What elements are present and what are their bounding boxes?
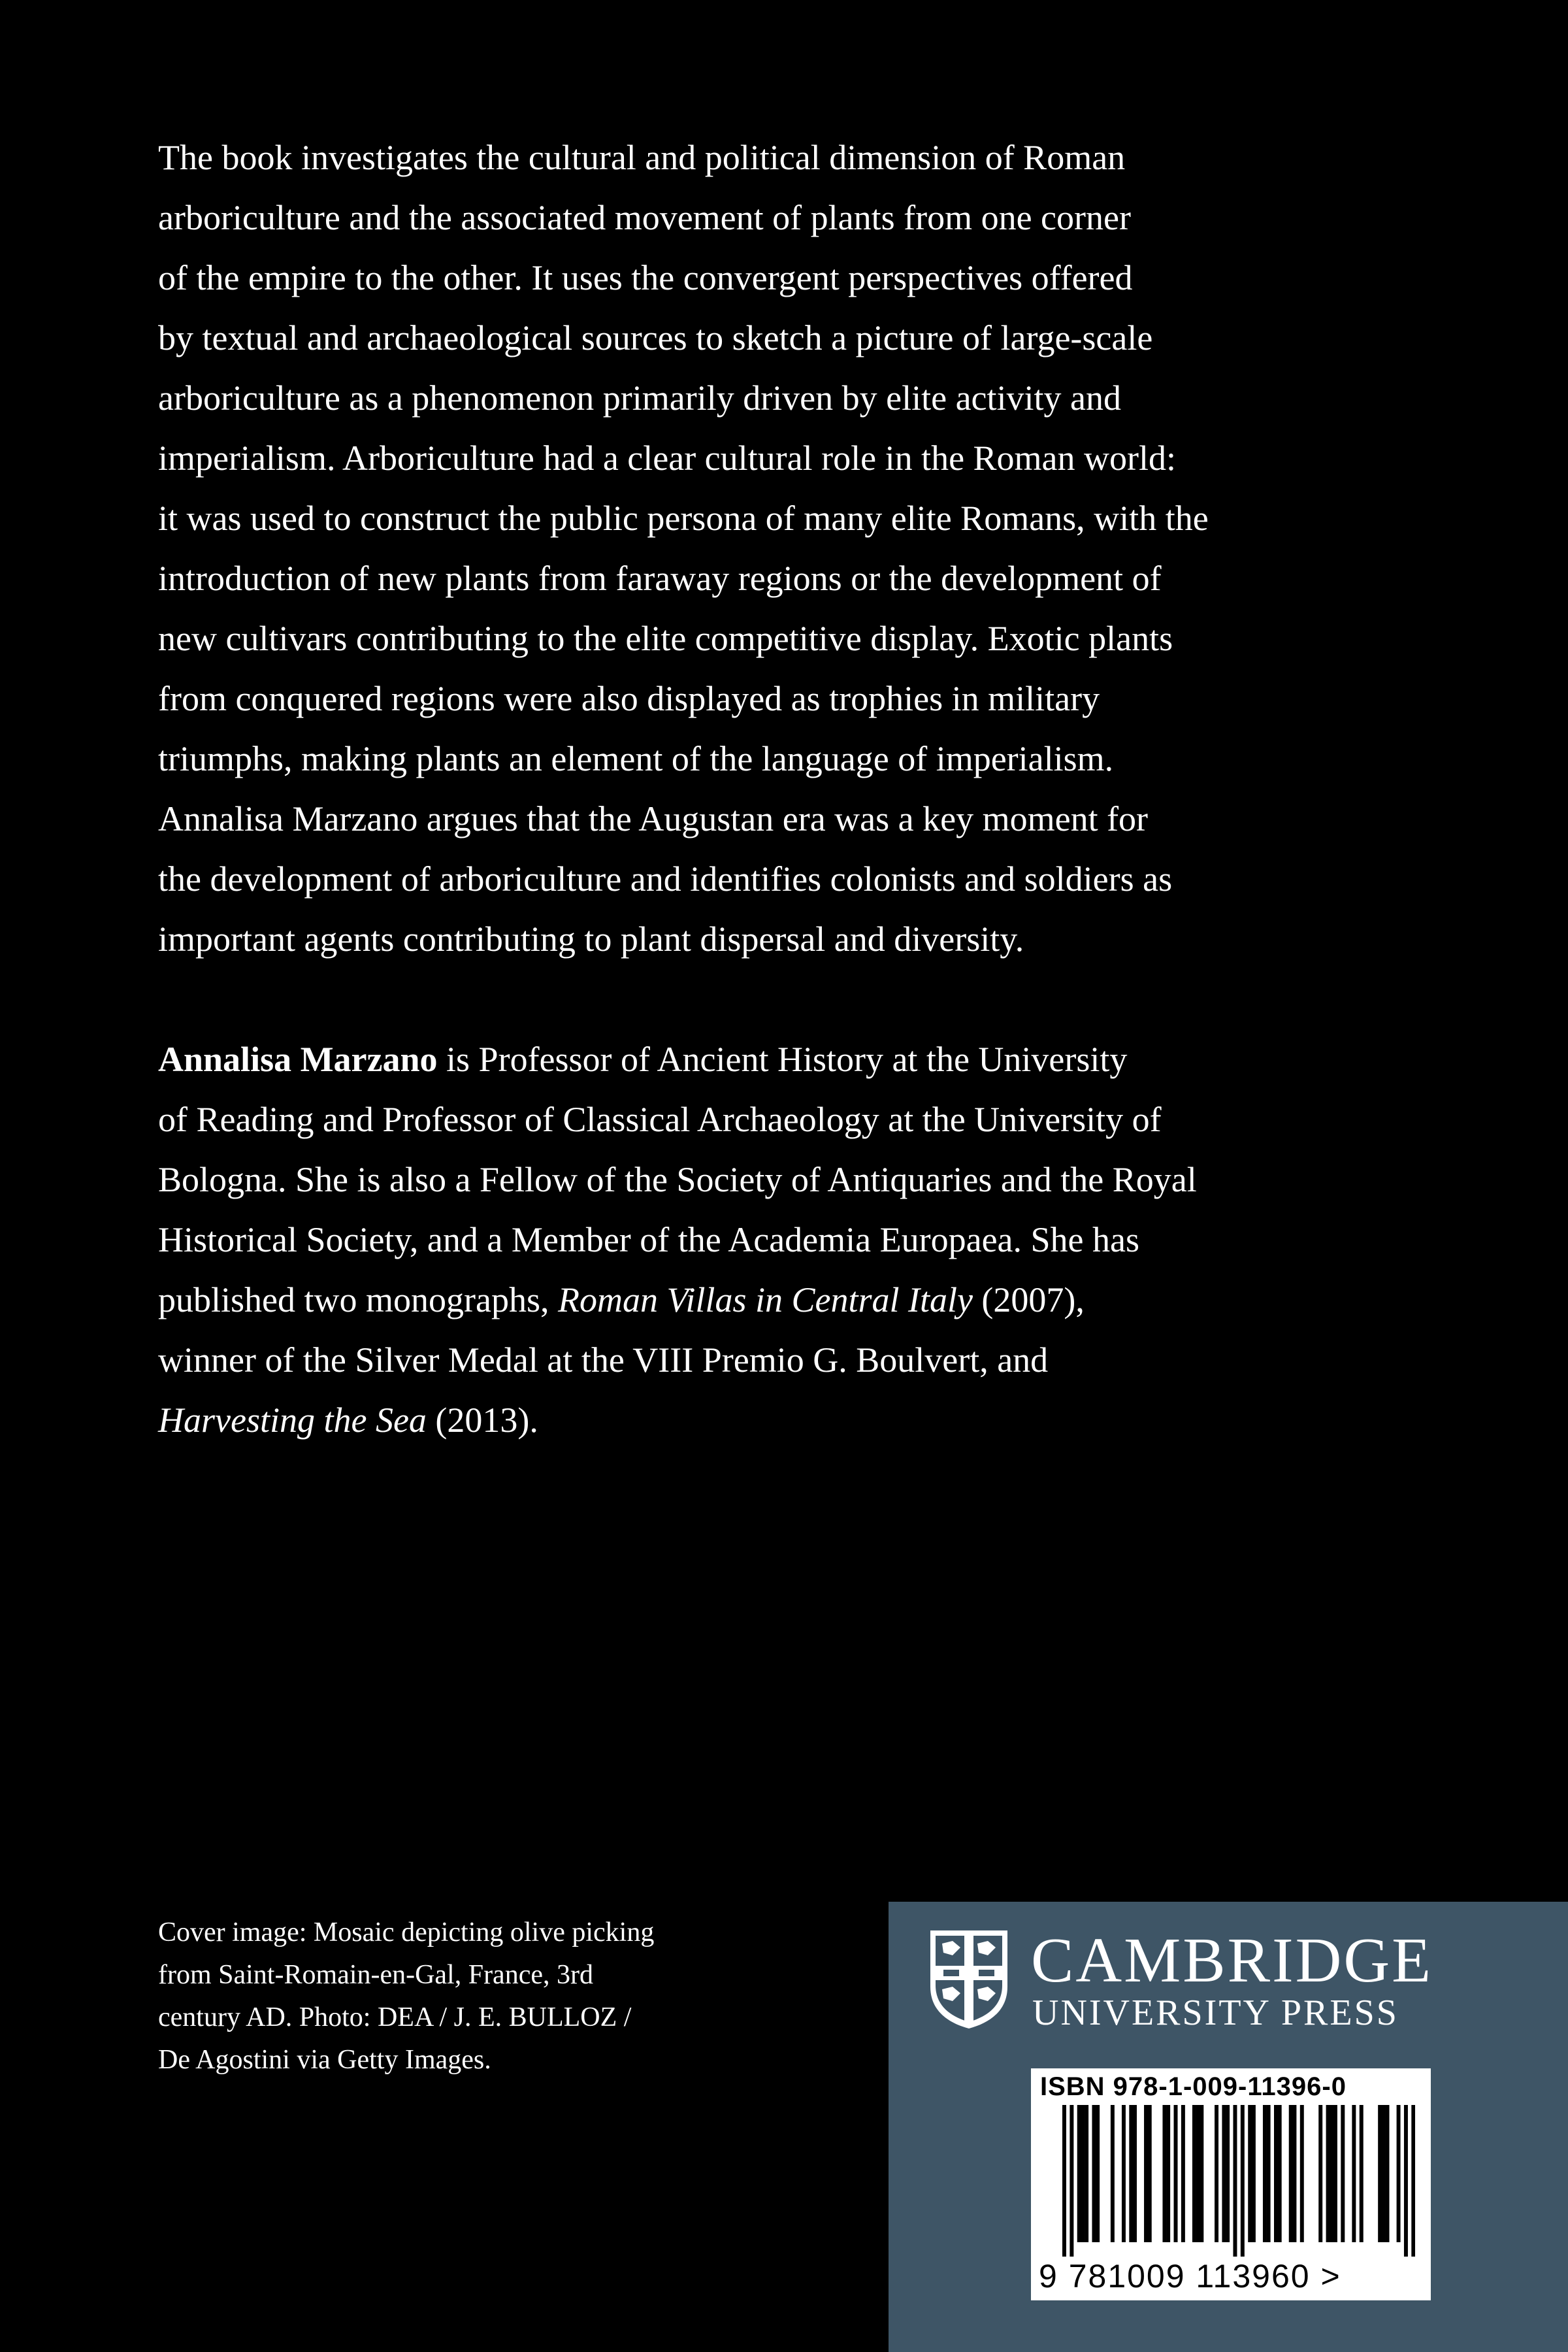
barcode-bar (1144, 2105, 1148, 2242)
bio-text: (2007), (972, 1280, 1085, 1319)
barcode-bar (1196, 2105, 1200, 2242)
description-line: introduction of new plants from faraway regions or the development of (158, 559, 1162, 598)
barcode-bar (1129, 2105, 1133, 2242)
barcode-bar (1062, 2105, 1066, 2257)
isbn-label: ISBN 978-1-009-11396-0 (1040, 2072, 1347, 2101)
description-line: new cultivars contributing to the elite competitive display. Exotic plants (158, 619, 1173, 658)
bio-text: is Professor of Ancient History at the University (437, 1040, 1128, 1079)
description-line: important agents contributing to plant dispersal and diversity. (158, 919, 1024, 959)
author-name: Annalisa Marzano (158, 1040, 438, 1079)
barcode-bar (1326, 2105, 1330, 2242)
description-line: from conquered regions were also displayed as trophies in military (158, 679, 1100, 718)
bio-line: Historical Society, and a Member of the Academia Europaea. She has (158, 1220, 1139, 1259)
description-line: The book investigates the cultural and political dimension of Roman (158, 138, 1126, 177)
description-line: it was used to construct the public persona of many elite Romans, with the (158, 499, 1209, 538)
barcode-bar (1341, 2105, 1345, 2242)
barcode-bar (1382, 2105, 1386, 2242)
barcode-bar (1404, 2105, 1408, 2257)
barcode-bar (1352, 2105, 1356, 2242)
barcode-bar (1215, 2105, 1218, 2242)
barcode-bar (1278, 2105, 1282, 2242)
author-bio (158, 1029, 1269, 1450)
bio-line (158, 1390, 1269, 1450)
bio-line: winner of the Silver Medal at the VIII Premio G. Boulvert, and (158, 1340, 1049, 1380)
bio-text: (2013). (426, 1400, 538, 1440)
bio-line: Bologna. She is also a Fellow of the Society of Antiquaries and the Royal (158, 1160, 1197, 1199)
publisher-panel (889, 1902, 1568, 2352)
publisher-name: CAMBRIDGE (1031, 1925, 1433, 1996)
book-title: Roman Villas in Central Italy (557, 1280, 973, 1319)
barcode-bar (1241, 2105, 1245, 2257)
description-line: arboriculture and the associated movement of plants from one corner (158, 198, 1131, 237)
credit-line: century AD. Photo: DEA / J. E. BULLOZ / (158, 2002, 632, 2032)
barcode-bar (1292, 2105, 1296, 2242)
barcode-bar (1360, 2105, 1364, 2242)
barcode-bar (1397, 2105, 1401, 2242)
bio-line: of Reading and Professor of Classical Archaeology at the University of (158, 1100, 1162, 1139)
description-line: by textual and archaeological sources to sketch a picture of large-scale (158, 318, 1153, 357)
barcode-bar (1174, 2105, 1178, 2242)
description-line: imperialism. Arboriculture had a clear cultural role in the Roman world: (158, 439, 1177, 478)
barcode-bar (1092, 2105, 1096, 2242)
barcode-bar (1085, 2105, 1088, 2242)
barcode-bar (1148, 2105, 1152, 2242)
barcode-bar (1263, 2105, 1267, 2242)
barcode-bar (1222, 2105, 1226, 2242)
barcode-bar (1378, 2105, 1382, 2242)
bio-text: published two monographs, (158, 1280, 558, 1319)
barcode-bar (1289, 2105, 1293, 2242)
description-line: of the empire to the other. It uses the convergent perspectives offered (158, 258, 1133, 297)
bio-line (158, 1270, 1269, 1330)
barcode-bar (1181, 2105, 1185, 2242)
book-title: Harvesting the Sea (158, 1400, 427, 1440)
barcode-bar (1274, 2105, 1278, 2242)
description-line: triumphs, making plants an element of the language of imperialism. (158, 739, 1114, 778)
bio-line (158, 1029, 1269, 1089)
barcode-bar (1333, 2105, 1337, 2242)
barcode-bar (1200, 2105, 1203, 2242)
barcode-bar (1111, 2105, 1115, 2242)
barcode-bar (1162, 2105, 1166, 2242)
barcode-bar (1081, 2105, 1085, 2242)
barcode-bar (1248, 2105, 1252, 2242)
publisher-subtitle: UNIVERSITY PRESS (1032, 1993, 1399, 2033)
book-description (158, 127, 1321, 969)
barcode-bar (1192, 2105, 1196, 2242)
cover-image-credit (158, 1912, 779, 2081)
barcode-bar (1318, 2105, 1322, 2242)
barcode-digits: 9 781009 113960 > (1039, 2258, 1341, 2294)
barcode-bars (1062, 2105, 1415, 2257)
barcode-bar (1096, 2105, 1100, 2242)
barcode-bar (1233, 2105, 1237, 2257)
description-line: Annalisa Marzano argues that the Augustan era was a key moment for (158, 799, 1149, 838)
credit-line: Cover image: Mosaic depicting olive picking (158, 1917, 655, 1947)
barcode-bar (1077, 2105, 1081, 2242)
description-line: the development of arboriculture and identifies colonists and soldiers as (158, 859, 1173, 899)
isbn-barcode (1031, 2068, 1431, 2300)
barcode-bar (1133, 2105, 1137, 2242)
barcode-bar (1411, 2105, 1415, 2257)
barcode-bar (1386, 2105, 1390, 2242)
barcode-bar (1300, 2105, 1304, 2242)
description-line: arboriculture as a phenomenon primarily driven by elite activity and (158, 378, 1122, 418)
barcode-bar (1122, 2105, 1126, 2242)
credit-line: De Agostini via Getty Images. (158, 2045, 491, 2075)
barcode-bar (1330, 2105, 1333, 2242)
credit-line: from Saint-Romain-en-Gal, France, 3rd (158, 1960, 593, 1990)
barcode-bar (1252, 2105, 1256, 2242)
barcode-bar (1166, 2105, 1170, 2242)
barcode-bar (1267, 2105, 1271, 2242)
university-crest-icon (926, 1927, 1011, 2031)
barcode-bar (1070, 2105, 1073, 2257)
barcode-bar (1226, 2105, 1230, 2242)
